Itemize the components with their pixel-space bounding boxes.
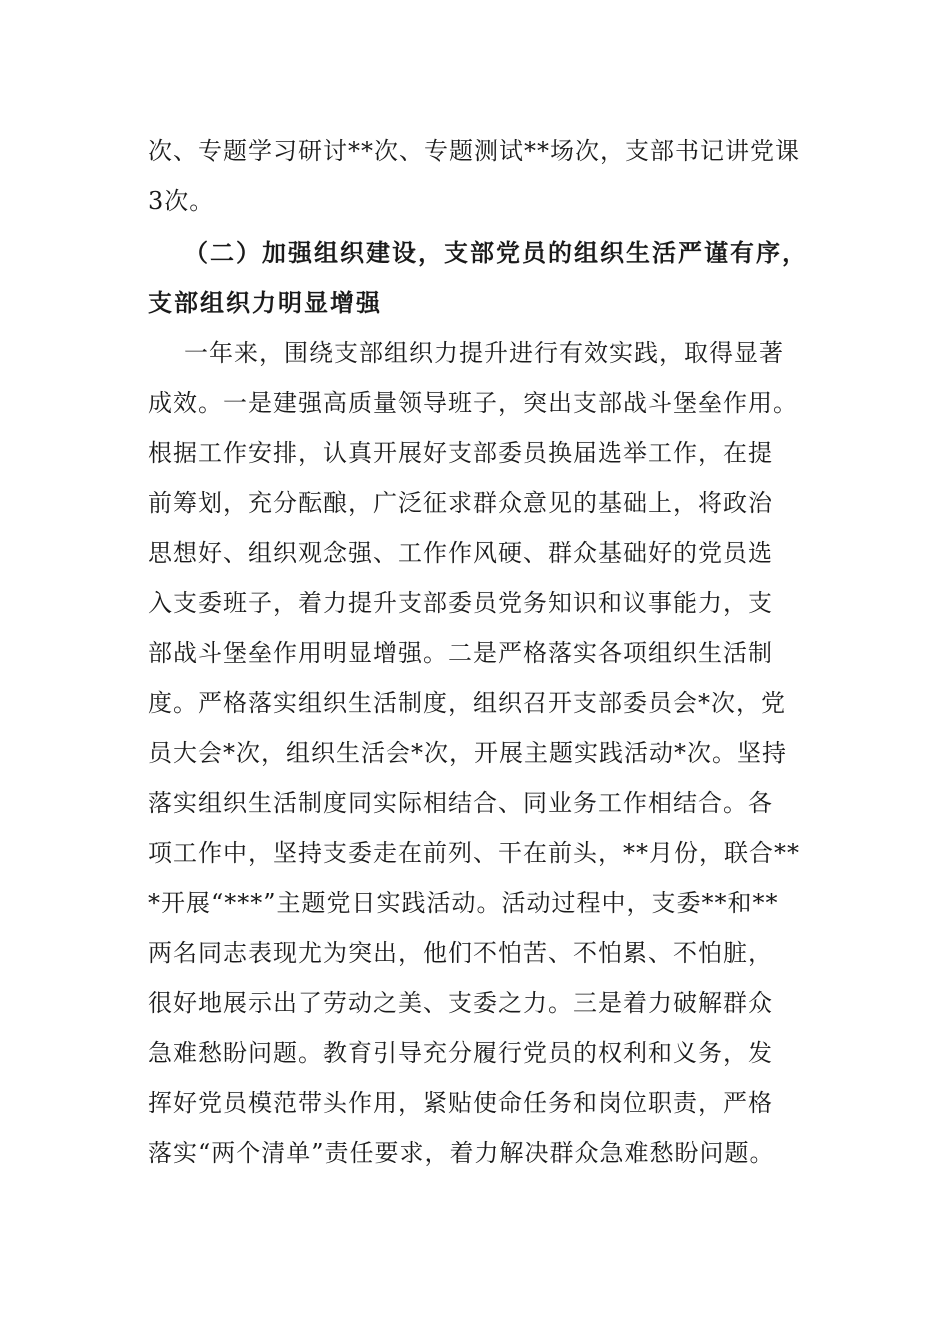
body-line: 成效。一是建强高质量领导班子，突出支部战斗堡垒作用。 [148, 389, 798, 417]
body-line: 落实组织生活制度同实际相结合、同业务工作相结合。各 [148, 789, 773, 817]
section-heading [148, 228, 808, 328]
continuation-paragraph [148, 126, 808, 226]
section-heading-line: （二）加强组织建设，支部党员的组织生活严谨有序， [184, 238, 808, 267]
body-line: 急难愁盼问题。教育引导充分履行党员的权利和义务，发 [148, 1039, 773, 1067]
body-line: 很好地展示出了劳动之美、支委之力。三是着力破解群众 [148, 989, 773, 1017]
section-heading-line: 支部组织力明显增强 [148, 288, 382, 317]
continuation-line: 次、专题学习研讨**次、专题测试**场次，支部书记讲党课 [148, 137, 800, 165]
document-content [148, 126, 808, 1178]
body-paragraph [148, 328, 808, 1178]
body-line: 根据工作安排，认真开展好支部委员换届选举工作，在提 [148, 439, 773, 467]
body-line: 入支委班子，着力提升支部委员党务知识和议事能力，支 [148, 589, 773, 617]
body-line: 两名同志表现尤为突出，他们不怕苦、不怕累、不怕脏， [148, 939, 773, 967]
body-line: 挥好党员模范带头作用，紧贴使命任务和岗位职责，严格 [148, 1089, 773, 1117]
body-line: 项工作中，坚持支委走在前列、干在前头，**月份，联合** [148, 839, 800, 867]
body-line: 思想好、组织观念强、工作作风硬、群众基础好的党员选 [148, 539, 773, 567]
body-line: 员大会*次，组织生活会*次，开展主题实践活动*次。坚持 [148, 739, 787, 767]
body-line: 前筹划，充分酝酿，广泛征求群众意见的基础上，将政治 [148, 489, 773, 517]
body-line: 度。严格落实组织生活制度，组织召开支部委员会*次，党 [148, 689, 786, 717]
body-line: 部战斗堡垒作用明显增强。二是严格落实各项组织生活制 [148, 639, 773, 667]
body-line: 一年来，围绕支部组织力提升进行有效实践，取得显著 [184, 339, 784, 367]
body-line: 落实“两个清单”责任要求，着力解决群众急难愁盼问题。 [148, 1139, 775, 1167]
continuation-line: 3次。 [148, 187, 215, 215]
body-line: *开展“***”主题党日实践活动。活动过程中，支委**和** [148, 889, 779, 917]
